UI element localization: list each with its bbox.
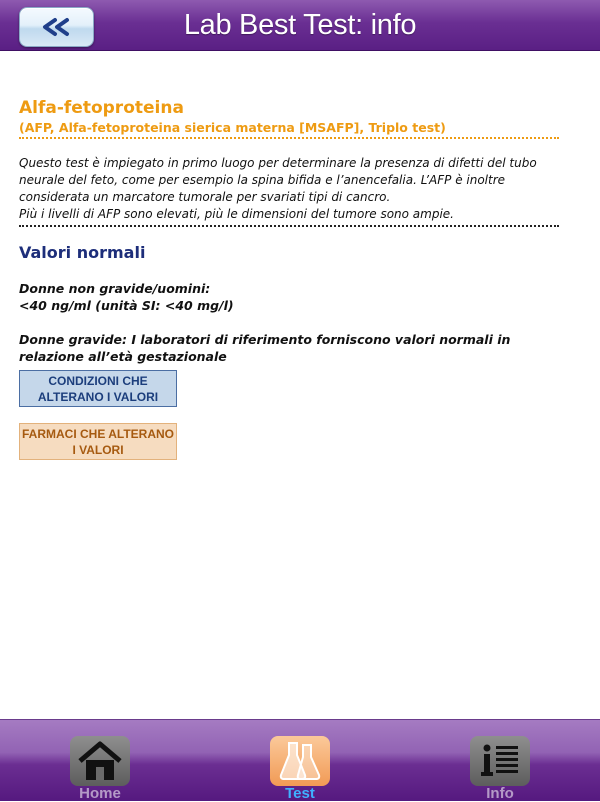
tab-home[interactable] [70,736,130,801]
test-info-content [19,98,559,365]
conditions-button[interactable] [19,370,177,407]
values-line: Donne gravide: I laboratori di riferimento forniscono valori normali in relazione all’età gestazionale [19,332,511,364]
test-title: Alfa-fetoproteina [19,98,184,118]
values-line: Donne non gravide/uomini: [19,281,211,296]
double-chevron-left-icon [37,17,77,37]
nav-header [0,0,600,51]
description-paragraph: Più i livelli di AFP sono elevati, più le dimensioni del tumore sono ampie. [19,207,454,221]
description-paragraph: Questo test è impiegato in primo luogo per determinare la presenza di difetti del tubo neurale del feto, come per esempio la spina bifida e l’anencefalia. L’AFP è inoltre considerata un marcatore tumorale per svariati tipi di cancro. [19,156,537,204]
tab-bar [0,719,600,801]
flask-icon [270,736,330,786]
tab-test-label: Test [285,785,315,802]
tab-home-label: Home [79,785,121,802]
conditions-button-label: CONDIZIONI CHE ALTERANO I VALORI [37,373,159,404]
page-title: Lab Best Test: info [183,9,417,41]
section-heading-normal-values: Valori normali [19,243,146,262]
drugs-button-label: FARMACI CHE ALTERANO I VALORI [22,426,174,457]
tab-info-label: Info [486,785,514,802]
info-icon [470,736,530,786]
drugs-button[interactable] [19,423,177,460]
tab-test[interactable] [270,736,330,801]
values-line: <40 ng/ml (unità SI: <40 mg/l) [19,298,234,313]
normal-values [19,280,559,365]
tab-info[interactable] [470,736,530,801]
test-aliases: (AFP, Alfa-fetoproteina sierica materna [MSAFP], Triplo test) [19,120,559,139]
test-description [19,155,559,227]
back-button[interactable] [19,7,94,47]
house-icon [70,736,130,786]
